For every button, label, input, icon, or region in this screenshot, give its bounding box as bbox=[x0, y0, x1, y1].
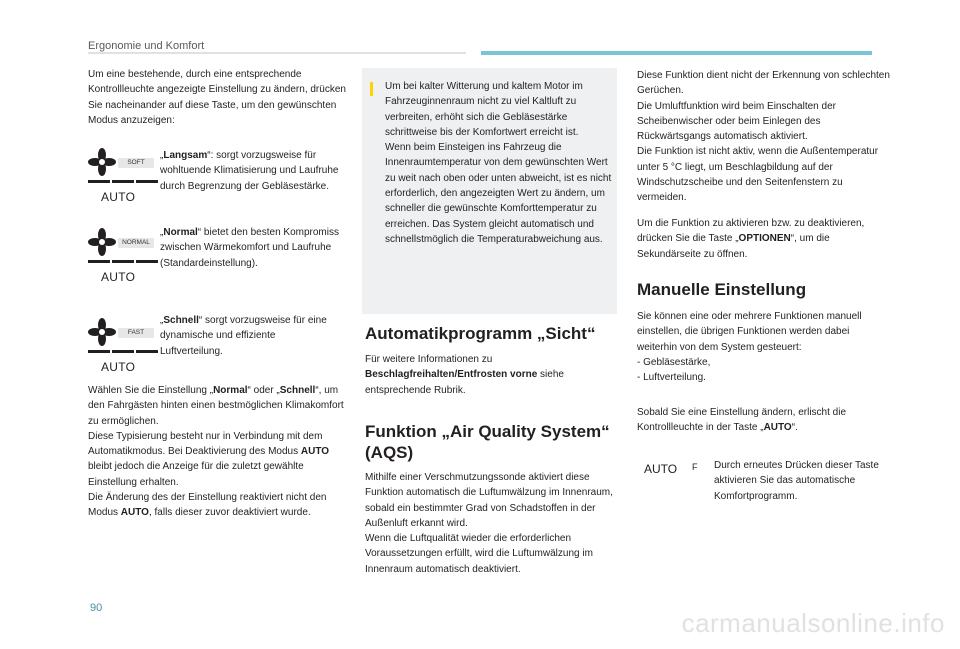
heading-manual: Manuelle Einstellung bbox=[637, 280, 807, 299]
info-box bbox=[362, 68, 617, 314]
heading-sicht: Automatikprogramm „Sicht“ bbox=[365, 324, 596, 343]
fan-icon bbox=[88, 148, 116, 176]
auto-label: AUTO bbox=[101, 270, 136, 284]
watermark: carmanualsonline.info bbox=[681, 608, 945, 638]
mode-desc-fast: „Schnell“ sorgt vorzugsweise für eine dynamische und effiziente Luftverteilung. bbox=[160, 315, 327, 357]
mode-desc-normal: „Normal“ bietet den besten Kompromiss zwischen Wärmekomfort und Laufruhe (Standardeinstellung). bbox=[160, 227, 339, 269]
auto-off-paragraph: Sobald Sie eine Einstellung ändern, erlischt die Kontrollleuchte in der Taste „AUTO“. bbox=[637, 407, 847, 434]
header-divider bbox=[88, 52, 466, 54]
heading-aqs: Funktion „Air Quality System“ (AQS) bbox=[365, 422, 610, 462]
fan-soft-icon bbox=[88, 146, 158, 204]
info-marker-icon bbox=[370, 82, 373, 96]
fan-fast-icon bbox=[88, 316, 158, 374]
manual-paragraph: Sie können eine oder mehrere Funktionen manuell einstellen, die übrigen Funktionen werden dabei weiterhin von dem System gesteuert: - Gebläsestärke, - Luftverteilung. bbox=[637, 311, 862, 384]
recirculation-paragraph: Diese Funktion dient nicht der Erkennung von schlechten Gerüchen. Die Umluftfunktion wird beim Einschalten der Scheibenwischer oder beim Einlegen des Rückwärtsgangs automatisch aktiviert. Die Funktion ist nicht aktiv, wenn die Außentemperatur unter 5 °C liegt, um Beschlagbildung auf der Windschutzscheibe und den Seitenfenstern zu vermeiden. bbox=[637, 70, 890, 204]
mode-desc-soft: „Langsam“: sorgt vorzugsweise für wohltuende Klimatisierung und Laufruhe durch Begrenzung der Gebläsestärke. bbox=[160, 150, 339, 192]
page-number: 90 bbox=[90, 602, 103, 614]
mode-explanation-paragraph: Wählen Sie die Einstellung „Normal“ oder „Schnell“, um den Fahrgästen hinten einen bestmöglichen Klimakomfort zu ermöglichen. Diese Typisierung besteht nur in Verbindung mit dem Automatikmodus. Bei Deaktivierung des Modus AUTO bleibt jedoch die Anzeige für die zuletzt gewählte Einstellung erhalten. Die Änderung des der Einstellung reaktiviert nicht den Modus AUTO, falls dieser zuvor deaktiviert wurde. bbox=[88, 385, 344, 519]
mode-name-soft: Langsam bbox=[163, 150, 208, 161]
fan-icon bbox=[88, 318, 116, 346]
auto-label: AUTO bbox=[101, 360, 136, 374]
sicht-paragraph: Für weitere Informationen zu Beschlagfreihalten/Entfrosten vorne siehe entsprechende Rubrik. bbox=[365, 354, 564, 396]
mode-badge-normal: NORMAL bbox=[118, 238, 154, 248]
mode-badge-fast: FAST bbox=[118, 328, 154, 338]
speed-bars bbox=[88, 260, 158, 264]
mode-name-fast: Schnell bbox=[163, 315, 199, 326]
fan-normal-icon bbox=[88, 226, 158, 284]
speed-bars bbox=[88, 180, 158, 184]
options-paragraph: Um die Funktion zu aktivieren bzw. zu deaktivieren, drücken Sie die Taste „OPTIONEN“, um die Sekundärseite zu öffnen. bbox=[637, 218, 865, 260]
auto-label: AUTO bbox=[101, 190, 136, 204]
speed-bars bbox=[88, 350, 158, 354]
fan-icon bbox=[88, 228, 116, 256]
info-text: Um bei kalter Witterung und kaltem Motor im Fahrzeuginnenraum nicht zu viel Kaltluft zu verbreiten, erhöht sich die Gebläsestärke schrittweise bis der Komfortwert erreicht ist. Wenn beim Einsteigen ins Fahrzeug die Innenraumtemperatur von dem gewünschten Wert zu weit nach oben oder unten abweicht, ist es nicht erforderlich, den angezeigten Wert zu ändern, um schneller die gewünschte Komforttemperatur zu erreichen. Das System gleicht automatisch und schnellstmöglich die Temperaturabweichung aus. bbox=[385, 81, 612, 245]
auto-button-label: AUTO bbox=[644, 462, 678, 476]
header-accent-bar bbox=[481, 51, 872, 55]
mode-name-normal: Normal bbox=[163, 227, 198, 238]
reactivate-paragraph: Durch erneutes Drücken dieser Taste aktivieren Sie das automatische Komfortprogramm. bbox=[714, 460, 879, 502]
mode-badge-soft: SOFT bbox=[118, 158, 154, 168]
intro-paragraph: Um eine bestehende, durch eine entsprechende Kontrollleuchte angezeigte Einstellung zu ändern, drücken Sie nacheinander auf diese Taste, um den gewünschten Modus anzuzeigen: bbox=[88, 69, 346, 126]
bullet-arrow-icon: F bbox=[692, 462, 698, 472]
aqs-paragraph: Mithilfe einer Verschmutzungssonde aktiviert diese Funktion automatisch die Luftumwälzung im Innenraum, sobald ein bestimmter Grad von Schadstoffen in der Außenluft erkannt wird. Wenn die Luftqualität wieder die erforderlichen Voraussetzungen erfüllt, wird die Luftumwälzung im Innenraum automatisch deaktiviert. bbox=[365, 472, 613, 575]
section-title: Ergonomie und Komfort bbox=[88, 40, 205, 52]
